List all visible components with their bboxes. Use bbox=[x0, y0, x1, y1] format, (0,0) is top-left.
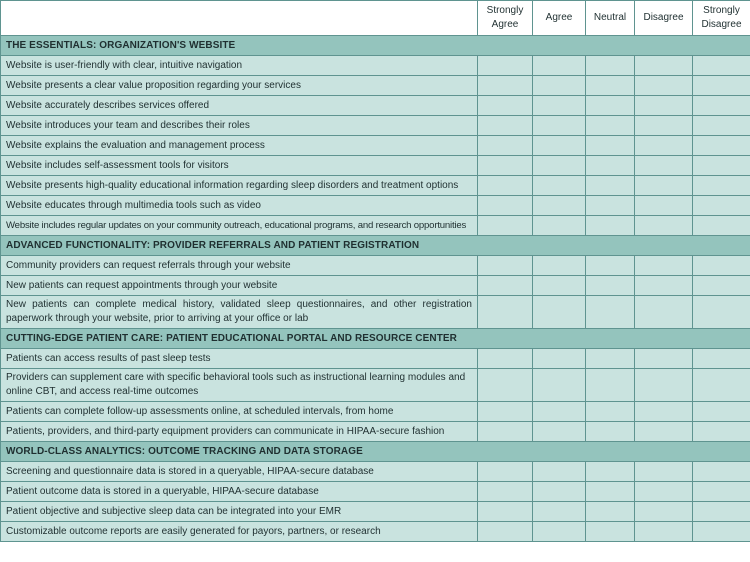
rating-cell-agree[interactable] bbox=[533, 402, 586, 422]
section-title: CUTTING-EDGE PATIENT CARE: PATIENT EDUCATIONAL PORTAL AND RESOURCE CENTER bbox=[1, 329, 750, 349]
rating-cell-strongly-agree[interactable] bbox=[478, 196, 533, 216]
rating-cell-neutral[interactable] bbox=[586, 502, 635, 522]
rating-cell-strongly-disagree[interactable] bbox=[693, 136, 750, 156]
statement-label: Website presents a clear value proposition regarding your services bbox=[1, 76, 478, 96]
statement-label: Website educates through multimedia tools such as video bbox=[1, 196, 478, 216]
table-row bbox=[1, 196, 750, 216]
statement-label: New patients can request appointments through your website bbox=[1, 276, 478, 296]
rating-cell-neutral[interactable] bbox=[586, 116, 635, 136]
statement-label: Patient outcome data is stored in a queryable, HIPAA-secure database bbox=[1, 482, 478, 502]
rating-cell-neutral[interactable] bbox=[586, 422, 635, 442]
rating-cell-strongly-disagree[interactable] bbox=[693, 482, 750, 502]
section-title: WORLD-CLASS ANALYTICS: OUTCOME TRACKING AND DATA STORAGE bbox=[1, 442, 750, 462]
rating-cell-agree[interactable] bbox=[533, 216, 586, 236]
rating-cell-neutral[interactable] bbox=[586, 482, 635, 502]
column-header-neutral: Neutral bbox=[586, 1, 635, 36]
rating-cell-strongly-agree[interactable] bbox=[478, 216, 533, 236]
section-header-row bbox=[1, 442, 750, 462]
statement-label: Patient objective and subjective sleep data can be integrated into your EMR bbox=[1, 502, 478, 522]
rating-cell-disagree[interactable] bbox=[635, 276, 693, 296]
rating-cell-strongly-agree[interactable] bbox=[478, 156, 533, 176]
rating-cell-agree[interactable] bbox=[533, 462, 586, 482]
rating-cell-disagree[interactable] bbox=[635, 422, 693, 442]
rating-cell-neutral[interactable] bbox=[586, 56, 635, 76]
rating-cell-strongly-agree[interactable] bbox=[478, 296, 533, 329]
rating-cell-disagree[interactable] bbox=[635, 156, 693, 176]
statement-label: Website is user-friendly with clear, intuitive navigation bbox=[1, 56, 478, 76]
rating-cell-agree[interactable] bbox=[533, 522, 586, 542]
rating-cell-disagree[interactable] bbox=[635, 402, 693, 422]
rating-cell-strongly-agree[interactable] bbox=[478, 482, 533, 502]
statement-label: Customizable outcome reports are easily generated for payors, partners, or research bbox=[1, 522, 478, 542]
header-blank-cell bbox=[1, 1, 478, 36]
rating-cell-agree[interactable] bbox=[533, 276, 586, 296]
rating-cell-neutral[interactable] bbox=[586, 196, 635, 216]
rating-cell-neutral[interactable] bbox=[586, 136, 635, 156]
rating-cell-agree[interactable] bbox=[533, 422, 586, 442]
rating-cell-strongly-disagree[interactable] bbox=[693, 422, 750, 442]
table-row bbox=[1, 349, 750, 369]
statement-label: Website explains the evaluation and management process bbox=[1, 136, 478, 156]
rating-cell-strongly-agree[interactable] bbox=[478, 256, 533, 276]
section-title: ADVANCED FUNCTIONALITY: PROVIDER REFERRALS AND PATIENT REGISTRATION bbox=[1, 236, 750, 256]
rating-cell-strongly-disagree[interactable] bbox=[693, 256, 750, 276]
rating-cell-agree[interactable] bbox=[533, 349, 586, 369]
statement-label: Website presents high-quality educational information regarding sleep disorders and treatment options bbox=[1, 176, 478, 196]
table-row bbox=[1, 402, 750, 422]
rating-cell-strongly-disagree[interactable] bbox=[693, 276, 750, 296]
section-header-row bbox=[1, 36, 750, 56]
rating-cell-strongly-disagree[interactable] bbox=[693, 216, 750, 236]
rating-cell-disagree[interactable] bbox=[635, 196, 693, 216]
rating-cell-strongly-disagree[interactable] bbox=[693, 296, 750, 329]
rating-cell-disagree[interactable] bbox=[635, 256, 693, 276]
rating-cell-strongly-agree[interactable] bbox=[478, 402, 533, 422]
rating-cell-strongly-disagree[interactable] bbox=[693, 522, 750, 542]
rating-cell-neutral[interactable] bbox=[586, 522, 635, 542]
rating-cell-agree[interactable] bbox=[533, 256, 586, 276]
rating-cell-agree[interactable] bbox=[533, 369, 586, 402]
rating-cell-agree[interactable] bbox=[533, 502, 586, 522]
table-row bbox=[1, 296, 750, 329]
rating-cell-disagree[interactable] bbox=[635, 136, 693, 156]
rating-cell-strongly-disagree[interactable] bbox=[693, 96, 750, 116]
table-row bbox=[1, 522, 750, 542]
rating-cell-strongly-disagree[interactable] bbox=[693, 369, 750, 402]
rating-cell-neutral[interactable] bbox=[586, 96, 635, 116]
rating-cell-agree[interactable] bbox=[533, 56, 586, 76]
table-row bbox=[1, 462, 750, 482]
rating-cell-agree[interactable] bbox=[533, 116, 586, 136]
rating-cell-strongly-agree[interactable] bbox=[478, 56, 533, 76]
rating-cell-strongly-agree[interactable] bbox=[478, 276, 533, 296]
rating-cell-strongly-agree[interactable] bbox=[478, 462, 533, 482]
rating-cell-strongly-disagree[interactable] bbox=[693, 56, 750, 76]
statement-label: Website accurately describes services offered bbox=[1, 96, 478, 116]
section-header-row bbox=[1, 236, 750, 256]
table-row bbox=[1, 56, 750, 76]
statement-label: Community providers can request referrals through your website bbox=[1, 256, 478, 276]
rating-cell-agree[interactable] bbox=[533, 76, 586, 96]
rating-cell-disagree[interactable] bbox=[635, 462, 693, 482]
rating-cell-strongly-disagree[interactable] bbox=[693, 116, 750, 136]
statement-label: Website includes regular updates on your community outreach, educational programs, and research opportunities bbox=[1, 216, 478, 236]
table-row bbox=[1, 256, 750, 276]
column-header-agree: Agree bbox=[533, 1, 586, 36]
column-header-strongly-agree: Strongly Agree bbox=[478, 1, 533, 36]
rating-cell-neutral[interactable] bbox=[586, 256, 635, 276]
table-row bbox=[1, 216, 750, 236]
rating-cell-strongly-disagree[interactable] bbox=[693, 76, 750, 96]
section-header-row bbox=[1, 329, 750, 349]
header-row bbox=[1, 1, 750, 36]
rating-cell-neutral[interactable] bbox=[586, 369, 635, 402]
rating-cell-disagree[interactable] bbox=[635, 96, 693, 116]
rating-cell-agree[interactable] bbox=[533, 482, 586, 502]
rating-cell-strongly-agree[interactable] bbox=[478, 96, 533, 116]
rating-cell-agree[interactable] bbox=[533, 96, 586, 116]
rating-cell-neutral[interactable] bbox=[586, 156, 635, 176]
table-row bbox=[1, 156, 750, 176]
section-title: THE ESSENTIALS: ORGANIZATION'S WEBSITE bbox=[1, 36, 750, 56]
rating-cell-strongly-agree[interactable] bbox=[478, 502, 533, 522]
rating-cell-disagree[interactable] bbox=[635, 482, 693, 502]
rating-cell-strongly-disagree[interactable] bbox=[693, 176, 750, 196]
rating-cell-strongly-disagree[interactable] bbox=[693, 156, 750, 176]
rating-cell-neutral[interactable] bbox=[586, 76, 635, 96]
rating-cell-disagree[interactable] bbox=[635, 502, 693, 522]
rating-cell-neutral[interactable] bbox=[586, 462, 635, 482]
rating-cell-disagree[interactable] bbox=[635, 349, 693, 369]
rating-cell-agree[interactable] bbox=[533, 156, 586, 176]
table-row bbox=[1, 96, 750, 116]
rating-cell-neutral[interactable] bbox=[586, 296, 635, 329]
table-row bbox=[1, 276, 750, 296]
rating-cell-neutral[interactable] bbox=[586, 176, 635, 196]
rating-cell-strongly-disagree[interactable] bbox=[693, 502, 750, 522]
statement-label: New patients can complete medical history, validated sleep questionnaires, and other registration paperwork through your website, prior to arriving at your office or lab bbox=[1, 296, 478, 329]
rating-cell-agree[interactable] bbox=[533, 296, 586, 329]
rating-cell-disagree[interactable] bbox=[635, 176, 693, 196]
rating-cell-agree[interactable] bbox=[533, 196, 586, 216]
table-row bbox=[1, 502, 750, 522]
rating-cell-disagree[interactable] bbox=[635, 369, 693, 402]
table-row bbox=[1, 76, 750, 96]
table-row bbox=[1, 369, 750, 402]
rating-cell-disagree[interactable] bbox=[635, 56, 693, 76]
rating-cell-agree[interactable] bbox=[533, 136, 586, 156]
table-row bbox=[1, 176, 750, 196]
rating-cell-disagree[interactable] bbox=[635, 522, 693, 542]
rating-cell-strongly-agree[interactable] bbox=[478, 349, 533, 369]
statement-label: Patients can complete follow-up assessments online, at scheduled intervals, from home bbox=[1, 402, 478, 422]
rating-cell-strongly-agree[interactable] bbox=[478, 176, 533, 196]
column-header-disagree: Disagree bbox=[635, 1, 693, 36]
rating-cell-strongly-disagree[interactable] bbox=[693, 196, 750, 216]
rating-cell-disagree[interactable] bbox=[635, 296, 693, 329]
table-row bbox=[1, 482, 750, 502]
rating-cell-strongly-agree[interactable] bbox=[478, 422, 533, 442]
rating-cell-strongly-disagree[interactable] bbox=[693, 402, 750, 422]
column-header-strongly-disagree: Strongly Disagree bbox=[693, 1, 750, 36]
table-row bbox=[1, 136, 750, 156]
statement-label: Website introduces your team and describes their roles bbox=[1, 116, 478, 136]
statement-label: Providers can supplement care with specific behavioral tools such as instructional learning modules and online CBT, and access real-time outcomes bbox=[1, 369, 478, 402]
rating-cell-agree[interactable] bbox=[533, 176, 586, 196]
rating-cell-disagree[interactable] bbox=[635, 216, 693, 236]
rating-cell-strongly-agree[interactable] bbox=[478, 116, 533, 136]
rating-cell-strongly-agree[interactable] bbox=[478, 522, 533, 542]
rating-cell-strongly-agree[interactable] bbox=[478, 136, 533, 156]
table-row bbox=[1, 116, 750, 136]
statement-label: Screening and questionnaire data is stored in a queryable, HIPAA-secure database bbox=[1, 462, 478, 482]
table-row bbox=[1, 422, 750, 442]
rating-cell-neutral[interactable] bbox=[586, 276, 635, 296]
statement-label: Patients can access results of past sleep tests bbox=[1, 349, 478, 369]
rating-cell-strongly-agree[interactable] bbox=[478, 369, 533, 402]
statement-label: Website includes self-assessment tools for visitors bbox=[1, 156, 478, 176]
rating-cell-strongly-agree[interactable] bbox=[478, 76, 533, 96]
rating-cell-disagree[interactable] bbox=[635, 76, 693, 96]
rating-cell-strongly-disagree[interactable] bbox=[693, 462, 750, 482]
rating-cell-strongly-disagree[interactable] bbox=[693, 349, 750, 369]
rating-cell-neutral[interactable] bbox=[586, 216, 635, 236]
statement-label: Patients, providers, and third-party equipment providers can communicate in HIPAA-secure fashion bbox=[1, 422, 478, 442]
rating-cell-neutral[interactable] bbox=[586, 402, 635, 422]
rating-cell-disagree[interactable] bbox=[635, 116, 693, 136]
rating-cell-neutral[interactable] bbox=[586, 349, 635, 369]
